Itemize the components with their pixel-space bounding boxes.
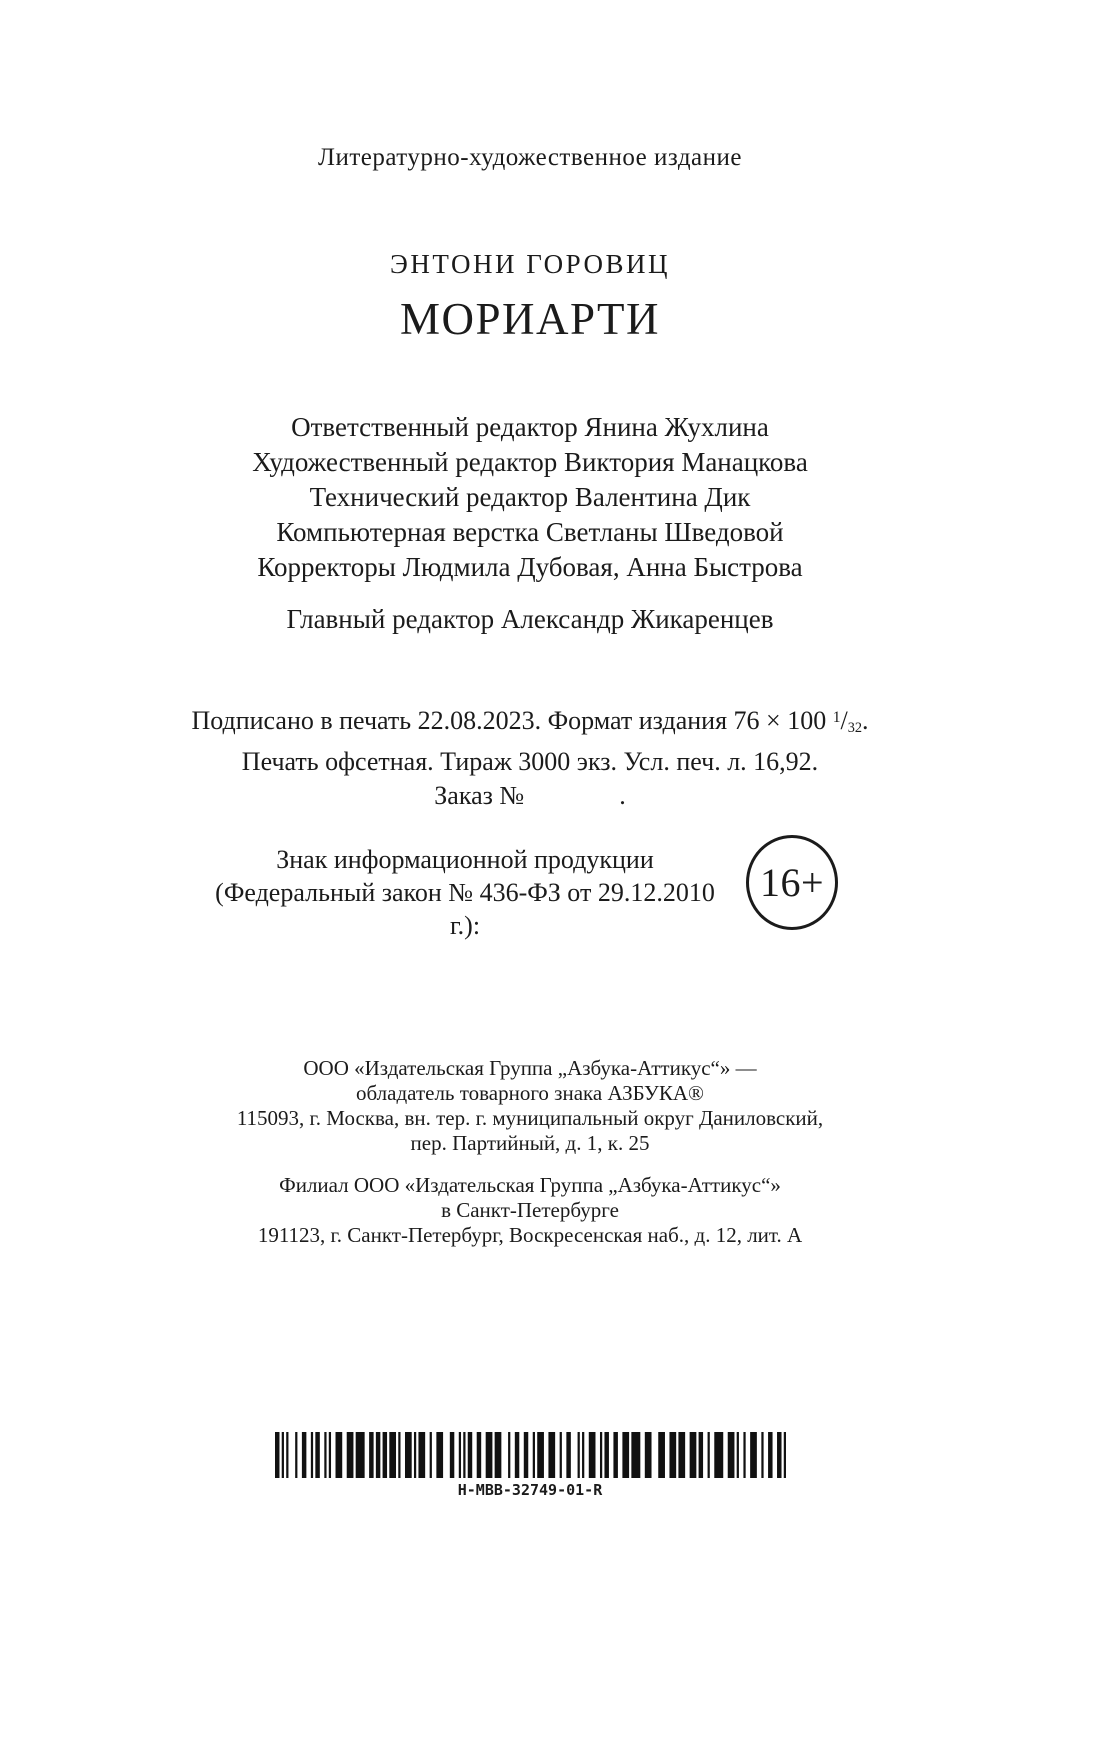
- book-title: МОРИАРТИ: [399, 294, 661, 344]
- barcode-label: H-MBB-32749-01-R: [457, 1480, 603, 1499]
- branch-line-address: 191123, г. Санкт-Петербург, Воскресенская наб., д. 12, лит. А: [257, 1222, 803, 1247]
- branch-line-city: в Санкт-Петербурге: [441, 1197, 619, 1222]
- fraction-slash: /: [840, 706, 848, 736]
- publisher-line-address-2: пер. Партийный, д. 1, к. 25: [410, 1130, 650, 1155]
- publisher-line-address-1: 115093, г. Москва, вн. тер. г. муниципальный округ Даниловский,: [236, 1105, 824, 1130]
- credit-line-layout: Компьютерная верстка Светланы Шведовой: [276, 517, 784, 547]
- age-mark-text: [205, 843, 725, 942]
- print-line1-prefix: Подписано в печать 22.08.2023. Формат издания 76 × 100: [191, 706, 833, 736]
- print-line1-suffix: .: [862, 706, 869, 736]
- edition-type-label: Литературно-художественное издание: [318, 144, 742, 171]
- age-mark-text-line-2: (Федеральный закон № 436-ФЗ от 29.12.2010 г.):: [215, 877, 715, 940]
- age-badge-circle: [746, 835, 838, 930]
- print-line-1: [150, 701, 910, 745]
- chief-editor-line: Главный редактор Александр Жикаренцев: [286, 604, 774, 634]
- author-name: ЭНТОНИ ГОРОВИЦ: [390, 249, 670, 279]
- barcode-bars-image: [275, 1432, 786, 1478]
- print-info-block: [150, 701, 910, 813]
- publisher-line-company: ООО «Издательская Группа „Азбука-Аттикус“» —: [303, 1055, 757, 1080]
- age-mark-text-line-1: Знак информационной продукции: [276, 844, 654, 874]
- credit-line-technical-editor: Технический редактор Валентина Дик: [309, 482, 751, 512]
- publisher-block: [150, 1056, 910, 1156]
- branch-block: [150, 1173, 910, 1248]
- credit-line-art-editor: Художественный редактор Виктория Манацкова: [252, 447, 808, 477]
- publisher-line-trademark: обладатель товарного знака АЗБУКА®: [356, 1080, 704, 1105]
- fraction-numerator: 1: [832, 709, 841, 726]
- credit-line-responsible-editor: Ответственный редактор Янина Жухлина: [291, 412, 769, 442]
- credit-line-proofreaders: Корректоры Людмила Дубовая, Анна Быстрова: [257, 552, 803, 582]
- credits-block: [150, 410, 910, 585]
- order-line: [150, 779, 910, 813]
- branch-line-company: Филиал ООО «Издательская Группа „Азбука-Аттикус“»: [279, 1172, 781, 1197]
- text-column: [150, 143, 910, 1499]
- order-period: .: [619, 780, 626, 810]
- fraction-denominator: 32: [847, 719, 863, 736]
- age-mark-block: [150, 835, 910, 940]
- order-label: Заказ №: [434, 780, 525, 810]
- barcode: [150, 1432, 910, 1499]
- print-line-2: Печать офсетная. Тираж 3000 экз. Усл. печ. л. 16,92.: [241, 746, 819, 776]
- age-badge-label: 16+: [759, 859, 825, 905]
